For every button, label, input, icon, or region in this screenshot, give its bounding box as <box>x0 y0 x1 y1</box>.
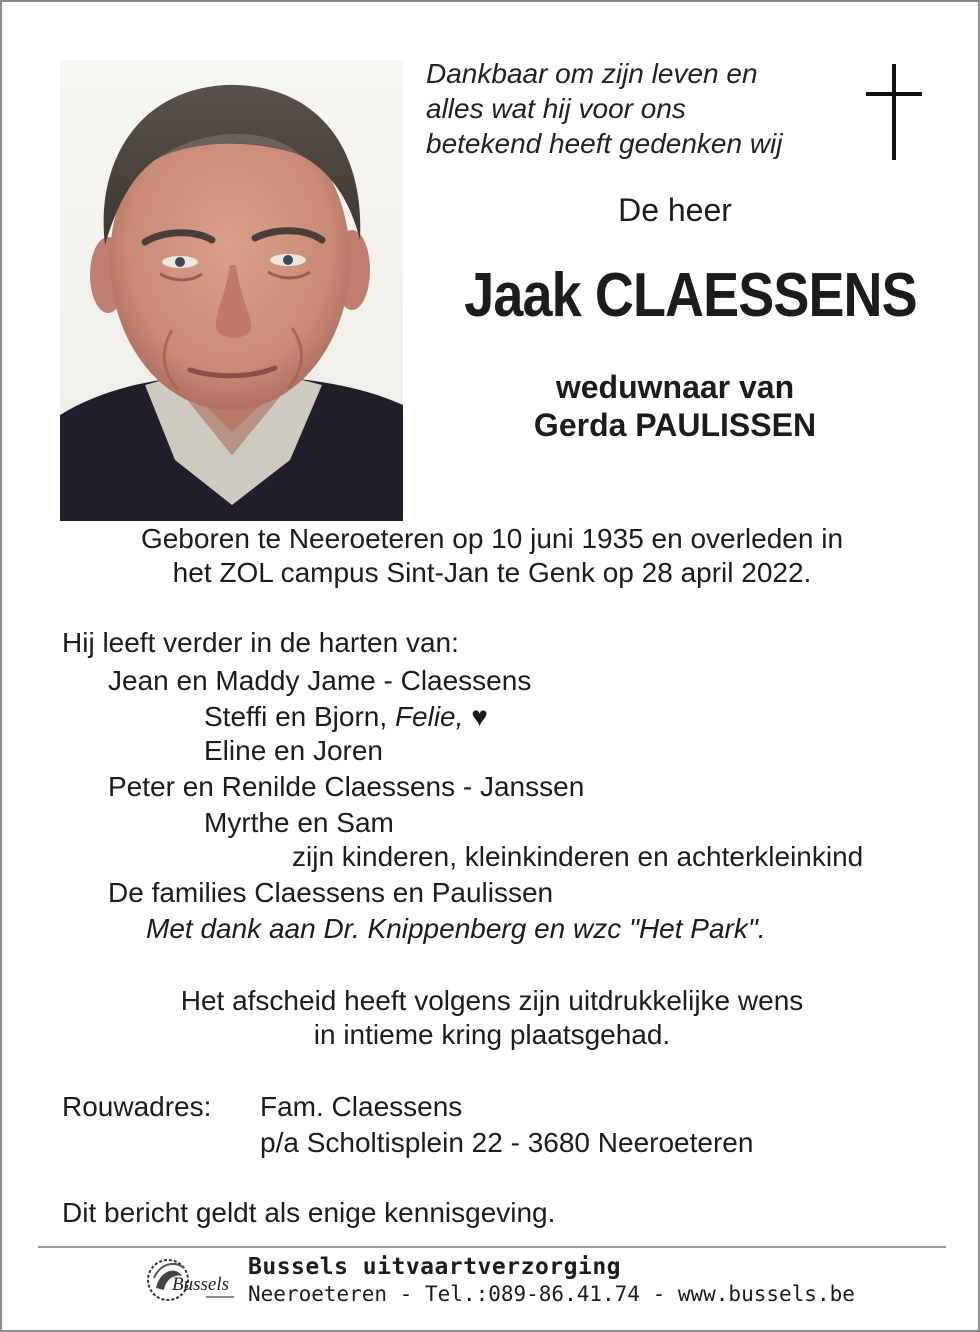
relation-summary: zijn kinderen, kleinkinderen en achterkleinkind <box>292 841 864 872</box>
farewell-line: Het afscheid heeft volgens zijn uitdrukkelijke wens <box>180 985 804 1016</box>
address-line: Fam. Claessens <box>260 1091 463 1122</box>
family-line: Jean en Maddy Jame - Claessens <box>108 665 532 696</box>
survivors-intro: Hij leeft verder in de harten van: <box>62 627 459 658</box>
salutation: De heer <box>618 192 732 228</box>
portrait-photo <box>60 60 403 521</box>
footer-divider <box>38 1246 946 1248</box>
spouse-name: Gerda PAULISSEN <box>533 407 817 443</box>
spouse-info <box>422 368 928 444</box>
memorial-quote <box>426 56 856 161</box>
quote-line: betekend heeft gedenken wij <box>426 128 783 159</box>
spouse-relation: weduwnaar van <box>555 369 795 405</box>
families-line: De families Claessens en Paulissen <box>108 877 554 908</box>
thanks-line: Met dank aan Dr. Knippenberg en wzc "Het Park". <box>146 913 766 944</box>
birth-death-info <box>42 522 942 590</box>
quote-line: Dankbaar om zijn leven en <box>426 58 758 89</box>
notice: Dit bericht geldt als enige kennisgeving. <box>62 1197 556 1228</box>
address-label: Rouwadres: <box>62 1091 212 1122</box>
family-line: Peter en Renilde Claessens - Janssen <box>108 771 585 802</box>
quote-line: alles wat hij voor ons <box>426 93 686 124</box>
farewell-line: in intieme kring plaatsgehad. <box>313 1019 671 1050</box>
grandchildren-line: Myrthe en Sam <box>204 807 394 838</box>
grandchildren-line: Eline en Joren <box>204 735 384 766</box>
logo-text: Bussels <box>172 1274 229 1295</box>
birth-death-line: Geboren te Neeroeteren op 10 juni 1935 en overleden in <box>140 523 844 554</box>
heart-icon: ♥ <box>471 701 488 732</box>
cross-icon <box>862 64 926 160</box>
great-grandchild-name: Felie, <box>394 701 464 732</box>
footer-contact: Neeroeteren - Tel.:089-86.41.74 - www.bussels.be <box>248 1282 855 1306</box>
address-line: p/a Scholtisplein 22 - 3680 Neeroeteren <box>260 1127 754 1158</box>
deceased-name: Jaak CLAESSENS <box>464 261 917 330</box>
bussels-logo <box>146 1252 238 1310</box>
birth-death-line: het ZOL campus Sint-Jan te Genk op 28 april 2022. <box>172 557 812 588</box>
grandchildren-names: Steffi en Bjorn, <box>204 701 395 732</box>
footer-company: Bussels uitvaartverzorging <box>248 1254 622 1280</box>
grandchildren-line <box>204 700 488 734</box>
